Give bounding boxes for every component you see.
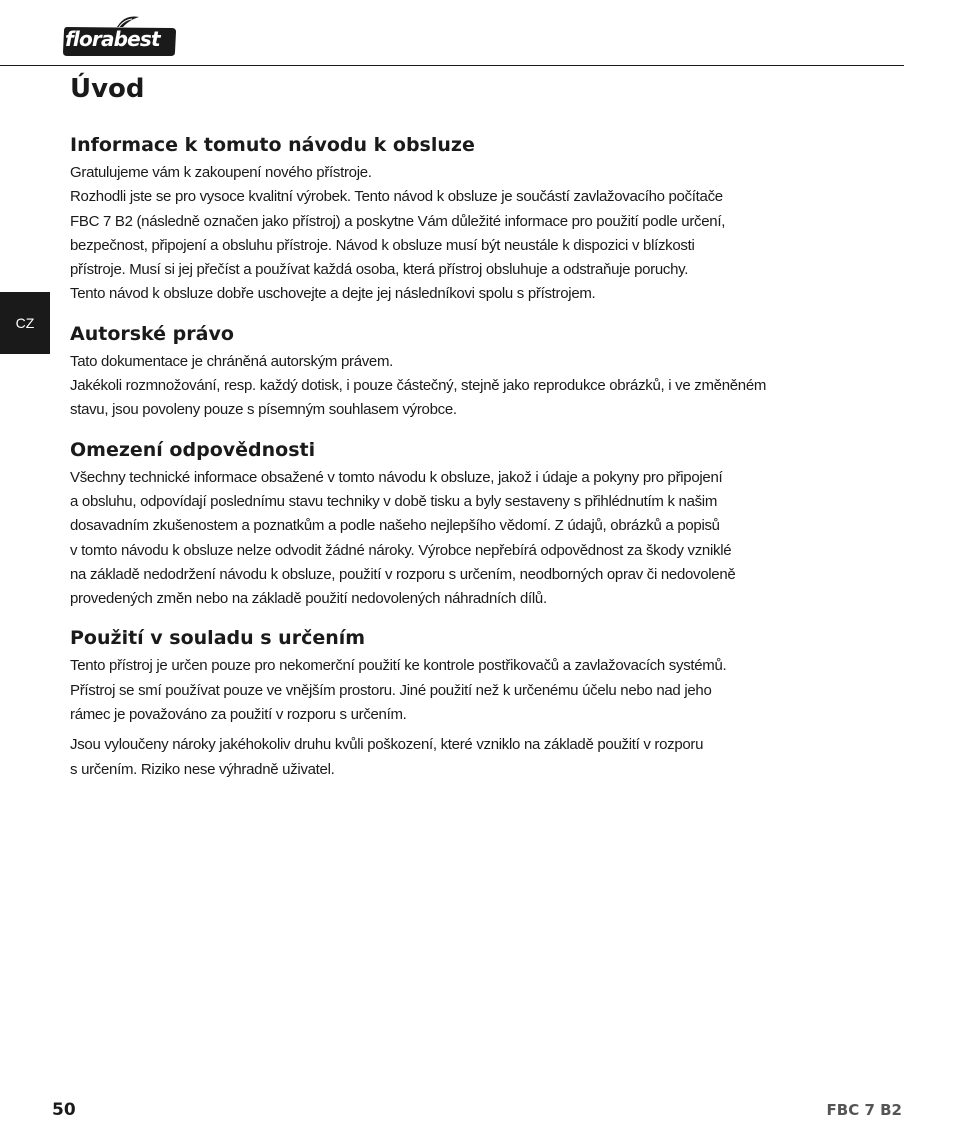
section-paragraph: Všechny technické informace obsažené v tomto návodu k obsluze, jakož i údaje a pokyny pro připojení a obsluhu, odpovídají poslednímu stavu techniky v době tisku a byly sestaveny s přihlédnutím k našim dosavadním zkušenostem a poznatkům a podle našeho nejlepšího vědomí. Z údajů, obrázků a popisů v tomto návodu k obsluze nelze odvodit žádné nároky. Výrobce nepřebírá odpovědnost za škody vzniklé na základě nedodržení návodu k obsluze, použití v rozporu s určením, neodborných oprav či nedovoleně provedených změn nebo na základě použití nedovolených náhradních dílů.: [70, 468, 736, 608]
section-paragraph: Tato dokumentace je chráněná autorským právem. Jakékoli rozmnožování, resp. každý dotisk, i pouze částečný, stejně jako reprodukce obrázků, i ve změněném stavu, jsou povoleny pouze s písemným souhlasem výrobce.: [70, 352, 767, 419]
section-liability: [70, 437, 900, 612]
main-content: [70, 70, 900, 782]
header-rule: [0, 65, 904, 66]
section-heading: Použití v souladu s určením: [70, 627, 366, 650]
section-paragraph: Tento přístroj je určen pouze pro nekomerční použití ke kontrole postřikovačů a zavlažovacích systémů. Přístroj se smí používat pouze ve vnějším prostoru. Jiné použití než k určenému účelu nebo nad jeho rámec je považováno za použití v rozporu s určením.: [70, 657, 727, 724]
section-intended-use: [70, 625, 900, 781]
section-heading: Omezení odpovědnosti: [70, 438, 316, 461]
logo-wordmark: florabest: [65, 27, 160, 51]
model-number: FBC 7 B2: [826, 1101, 902, 1119]
section-heading: Informace k tomuto návodu k obsluze: [70, 134, 475, 156]
florabest-logo: [61, 16, 178, 58]
section-manual-info: [70, 132, 900, 307]
section-copyright: [70, 321, 900, 423]
language-tab: [0, 292, 50, 354]
language-tab-label: CZ: [15, 315, 35, 331]
section-heading: Autorské právo: [70, 322, 234, 345]
section-paragraph: Jsou vyloučeny nároky jakéhokoliv druhu kvůli poškození, které vzniklo na základě použití v rozporu s určením. Riziko nese výhradně uživatel.: [70, 736, 704, 778]
page-number: 50: [52, 1100, 76, 1120]
section-paragraph: Gratulujeme vám k zakoupení nového přístroje. Rozhodli jste se pro vysoce kvalitní výrobek. Tento návod k obsluze je součástí zavlažovacího počítače FBC 7 B2 (následně označen jako přístroj) a poskytne Vám důležité informace pro použití podle určení, bezpečnost, připojení a obsluhu přístroje. Návod k obsluze musí být neustále k dispozici v blízkosti přístroje. Musí si jej přečíst a používat každá osoba, která přístroj obsluhuje a odstraňuje poruchy. Tento návod k obsluze dobře uschovejte a dejte jej následníkovi spolu s přístrojem.: [70, 164, 726, 303]
page-title: Úvod: [70, 74, 145, 104]
